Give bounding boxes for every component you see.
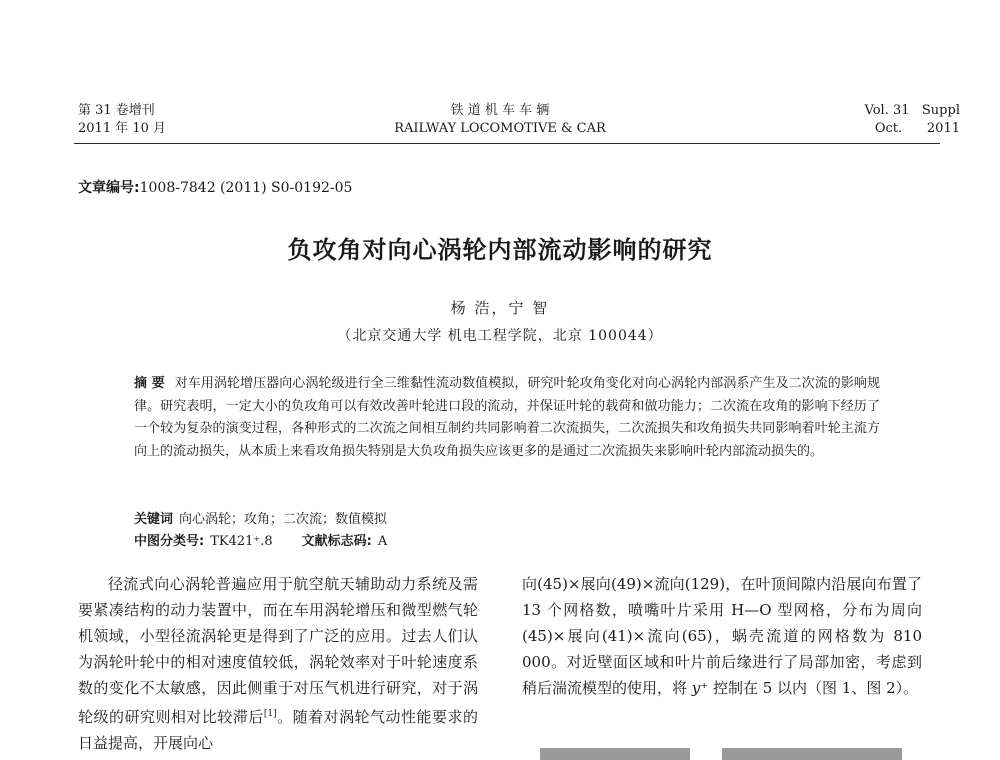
keywords (134, 508, 387, 527)
paper-title: 负攻角对向心涡轮内部流动影响的研究 (287, 236, 713, 264)
figure-2-fragment (722, 748, 902, 760)
article-number-label: 文章编号: (78, 180, 140, 196)
header-suppl: Suppl (921, 103, 960, 118)
header-journal-block (380, 102, 620, 138)
body-column-right (522, 571, 922, 701)
header-volume: 第 31 卷增刊 (78, 103, 155, 118)
article-number (78, 177, 352, 197)
body-left-text: 径流式向心涡轮普遍应用于航空航天辅助动力系统及需要紧凑结构的动力装置中，而在车用涡轮增压和微型燃气轮机领域，小型径流涡轮更是得到了广泛的应用。过去人们认为涡轮叶轮中的相对速度值较低，涡轮效率对于叶轮速度系数的变化不太敏感，因此侧重于对压气机进行研究，对于涡轮级的研究则相对比较滞后 (78, 575, 478, 726)
journal-title-cn: 铁 道 机 车 车 辆 (450, 103, 550, 118)
header-date: 2011 年 10 月 (78, 121, 167, 136)
affiliation: （北京交通大学 机电工程学院，北京 100044） (337, 328, 663, 344)
header-issue-block (800, 102, 960, 138)
header-month: Oct. (874, 121, 903, 136)
article-number-value: 1008-7842 (2011) S0-0192-05 (139, 180, 353, 196)
figure-1-fragment (540, 748, 690, 760)
abstract-label: 摘 要 (134, 376, 165, 391)
header-vol: Vol. 31 (864, 103, 910, 118)
authors: 杨 浩，宁 智 (450, 299, 550, 317)
citation-ref: [1] (263, 709, 277, 719)
body-left-tail: 。随着对涡轮气动性能要求的日益提高，开展向心 (78, 708, 478, 752)
body-right-text-b: 控制在 5 以内（图 1、图 2）。 (708, 679, 919, 697)
abstract-text: 对车用涡轮增压器向心涡轮级进行全三维黏性流动数值模拟，研究叶轮攻角变化对向心涡轮内部涡系产生及二次流的影响规律。研究表明，一定大小的负攻角可以有效改善叶轮进口段的流动，并保证叶轮的载荷和做功能力；二次流在攻角的影响下经历了一个较为复杂的演变过程，各种形式的二次流之间相互制约共同影响着二次流损失，二次流损失和攻角损失共同影响着叶轮主流方向上的流动损失，从本质上来看攻角损失特别是大负攻角损失应该更多的是通过二次流损失来影响叶轮内部流动损失的。 (134, 376, 880, 459)
body-column-left (78, 571, 478, 756)
classification-value: TK421⁺.8 (210, 534, 273, 549)
classification-label: 中图分类号: (134, 534, 205, 549)
header-rule (74, 143, 940, 144)
doc-code-label: 文献标志码: (301, 534, 372, 549)
doc-code-value: A (377, 534, 388, 549)
keywords-label: 关键词 (134, 512, 174, 527)
body-right-text-a: 向(45)×展向(49)×流向(129)，在叶顶间隙内沿展向布置了 13 个网格数，喷嘴叶片采用 H—O 型网格，分布为周向(45)×展向(41)×流向(65)，蜗壳流道的网格数为 810 000。对近壁面区域和叶片前后缘进行了局部加密，考虑到稍后湍流模型的使用，将 (522, 575, 922, 697)
header-year: 2011 (926, 121, 960, 136)
journal-title-en: RAILWAY LOCOMOTIVE & CAR (394, 121, 606, 136)
header-volume-block (78, 102, 166, 138)
classification (134, 530, 387, 549)
keywords-text: 向心涡轮；攻角；二次流；数值模拟 (179, 512, 388, 527)
abstract (134, 373, 880, 463)
y-plus-symbol: y⁺ (691, 679, 709, 697)
